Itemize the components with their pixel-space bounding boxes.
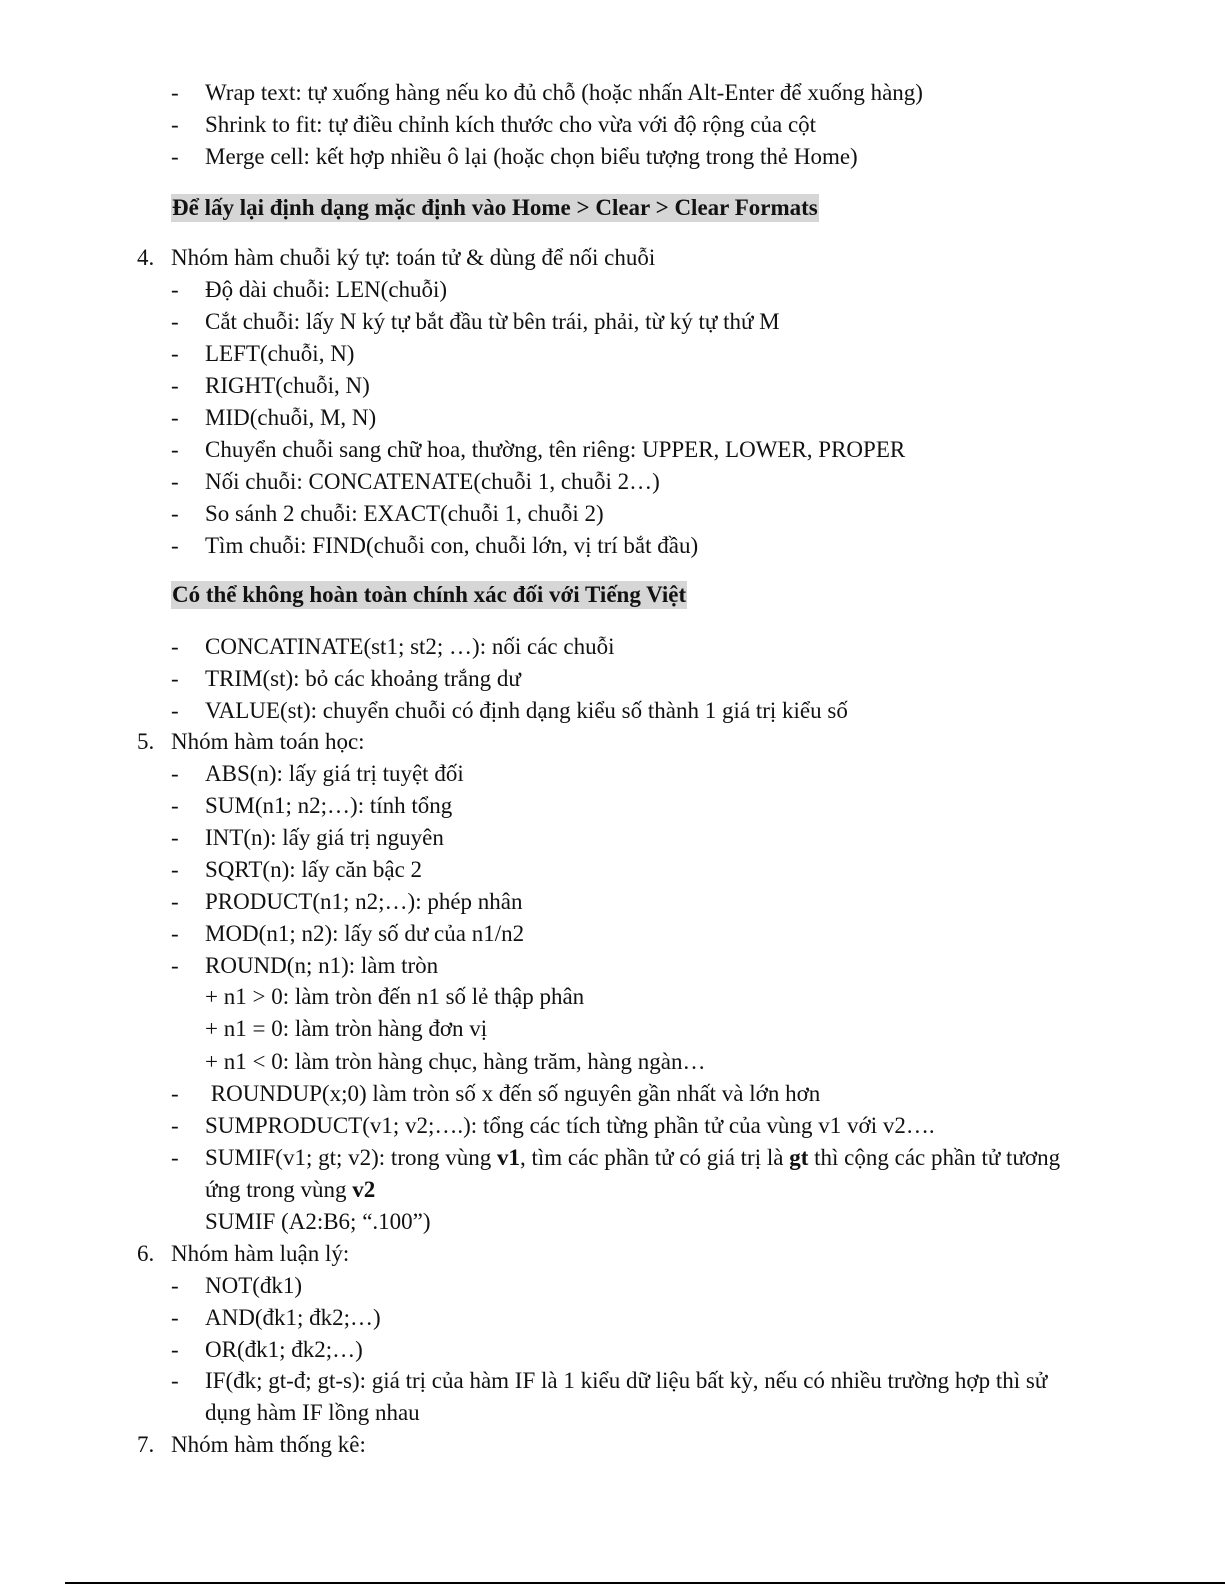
bullet-dash: - (171, 144, 179, 169)
sumif-bold-v2: v2 (352, 1177, 376, 1202)
section-title: Nhóm hàm chuỗi ký tự: toán tử & dùng để nối chuỗi (171, 245, 656, 270)
highlighted-note: Để lấy lại định dạng mặc định vào Home > Clear > Clear Formats (172, 195, 818, 220)
section-title: Nhóm hàm thống kê: (171, 1432, 366, 1457)
page-bottom-rule (65, 1582, 1225, 1584)
list-item: Tìm chuỗi: FIND(chuỗi con, chuỗi lớn, vị trí bắt đầu) (205, 533, 699, 558)
list-item: ROUNDUP(x;0) làm tròn số x đến số nguyên gần nhất và lớn hơn (205, 1081, 821, 1106)
list-item: ABS(n): lấy giá trị tuyệt đối (205, 761, 464, 786)
sumif-bold-gt: gt (789, 1145, 809, 1170)
list-item: LEFT(chuỗi, N) (205, 341, 355, 366)
bullet-dash: - (171, 1145, 179, 1170)
bullet-dash: - (171, 80, 179, 105)
bullet-dash: - (171, 309, 179, 334)
bullet-dash: - (171, 469, 179, 494)
sumif-line-1 (205, 1144, 1060, 1172)
list-item: AND(đk1; đk2;…) (205, 1305, 381, 1330)
list-item: SQRT(n): lấy căn bậc 2 (205, 857, 423, 882)
section-number: 5. (137, 729, 155, 754)
bullet-dash: - (171, 857, 179, 882)
bullet-dash: - (171, 1305, 179, 1330)
list-item: Chuyển chuỗi sang chữ hoa, thường, tên riêng: UPPER, LOWER, PROPER (205, 437, 906, 462)
bullet-dash: - (171, 953, 179, 978)
bullet-dash: - (171, 501, 179, 526)
list-item: Nối chuỗi: CONCATENATE(chuỗi 1, chuỗi 2…) (205, 469, 660, 494)
list-item: PRODUCT(n1; n2;…): phép nhân (205, 889, 523, 914)
bullet-dash: - (171, 341, 179, 366)
section-title: Nhóm hàm toán học: (171, 729, 365, 754)
bullet-dash: - (171, 921, 179, 946)
list-item: OR(đk1; đk2;…) (205, 1337, 363, 1362)
section-number: 6. (137, 1241, 155, 1266)
list-item: Shrink to fit: tự điều chỉnh kích thước cho vừa với độ rộng của cột (205, 112, 817, 137)
bullet-dash: - (171, 277, 179, 302)
list-item: CONCATINATE(st1; st2; …): nối các chuỗi (205, 634, 615, 659)
sub-item: + n1 < 0: làm tròn hàng chục, hàng trăm, hàng ngàn… (205, 1049, 706, 1074)
sumif-example: SUMIF (A2:B6; “.100”) (205, 1209, 431, 1234)
bullet-dash: - (171, 533, 179, 558)
list-item: INT(n): lấy giá trị nguyên (205, 825, 444, 850)
bullet-dash: - (171, 1368, 179, 1393)
bullet-dash: - (171, 793, 179, 818)
bullet-dash: - (171, 889, 179, 914)
sumif-line-2 (205, 1176, 375, 1204)
sumif-bold-v1: v1 (496, 1145, 520, 1170)
list-item: ROUND(n; n1): làm tròn (205, 953, 439, 978)
list-item: Cắt chuỗi: lấy N ký tự bắt đầu từ bên trái, phải, từ ký tự thứ M (205, 309, 780, 334)
section-number: 4. (137, 245, 155, 270)
list-item: MID(chuỗi, M, N) (205, 405, 377, 430)
section-number: 7. (137, 1432, 155, 1457)
bullet-dash: - (171, 634, 179, 659)
list-item: NOT(đk1) (205, 1273, 303, 1298)
list-item: Wrap text: tự xuống hàng nếu ko đủ chỗ (hoặc nhấn Alt-Enter để xuống hàng) (205, 80, 923, 105)
bullet-dash: - (171, 112, 179, 137)
list-item: MOD(n1; n2): lấy số dư của n1/n2 (205, 921, 525, 946)
sumif-text: , tìm các phần tử có giá trị là (519, 1145, 790, 1170)
list-item: VALUE(st): chuyển chuỗi có định dạng kiểu số thành 1 giá trị kiểu số (205, 698, 848, 723)
sumif-text: thì cộng các phần tử tương (808, 1145, 1061, 1170)
sub-item: + n1 = 0: làm tròn hàng đơn vị (205, 1016, 488, 1041)
bullet-dash: - (171, 437, 179, 462)
sumif-text: SUMIF(v1; gt; v2): trong vùng (205, 1145, 497, 1170)
list-item: IF(đk; gt-đ; gt-s): giá trị của hàm IF là 1 kiểu dữ liệu bất kỳ, nếu có nhiều trường hợp thì sử (205, 1368, 1048, 1393)
sumif-text: ứng trong vùng (205, 1177, 353, 1202)
bullet-dash: - (171, 373, 179, 398)
bullet-dash: - (171, 1337, 179, 1362)
bullet-dash: - (171, 1081, 179, 1106)
sub-item: + n1 > 0: làm tròn đến n1 số lẻ thập phân (205, 984, 585, 1009)
list-item: SUM(n1; n2;…): tính tổng (205, 793, 453, 818)
bullet-dash: - (171, 405, 179, 430)
bullet-dash: - (171, 825, 179, 850)
bullet-dash: - (171, 1273, 179, 1298)
list-item: So sánh 2 chuỗi: EXACT(chuỗi 1, chuỗi 2) (205, 501, 604, 526)
bullet-dash: - (171, 666, 179, 691)
list-item: Độ dài chuỗi: LEN(chuỗi) (205, 277, 448, 302)
highlighted-note: Có thể không hoàn toàn chính xác đối với Tiếng Việt (172, 582, 687, 607)
bullet-dash: - (171, 698, 179, 723)
bullet-dash: - (171, 761, 179, 786)
list-item: TRIM(st): bỏ các khoảng trắng dư (205, 666, 521, 691)
list-item: RIGHT(chuỗi, N) (205, 373, 370, 398)
bullet-dash: - (171, 1113, 179, 1138)
list-item: SUMPRODUCT(v1; v2;….): tổng các tích từng phần tử của vùng v1 với v2…. (205, 1113, 935, 1138)
list-item: Merge cell: kết hợp nhiều ô lại (hoặc chọn biểu tượng trong thẻ Home) (205, 144, 858, 169)
list-item-continuation: dụng hàm IF lồng nhau (205, 1400, 420, 1425)
section-title: Nhóm hàm luận lý: (171, 1241, 350, 1266)
